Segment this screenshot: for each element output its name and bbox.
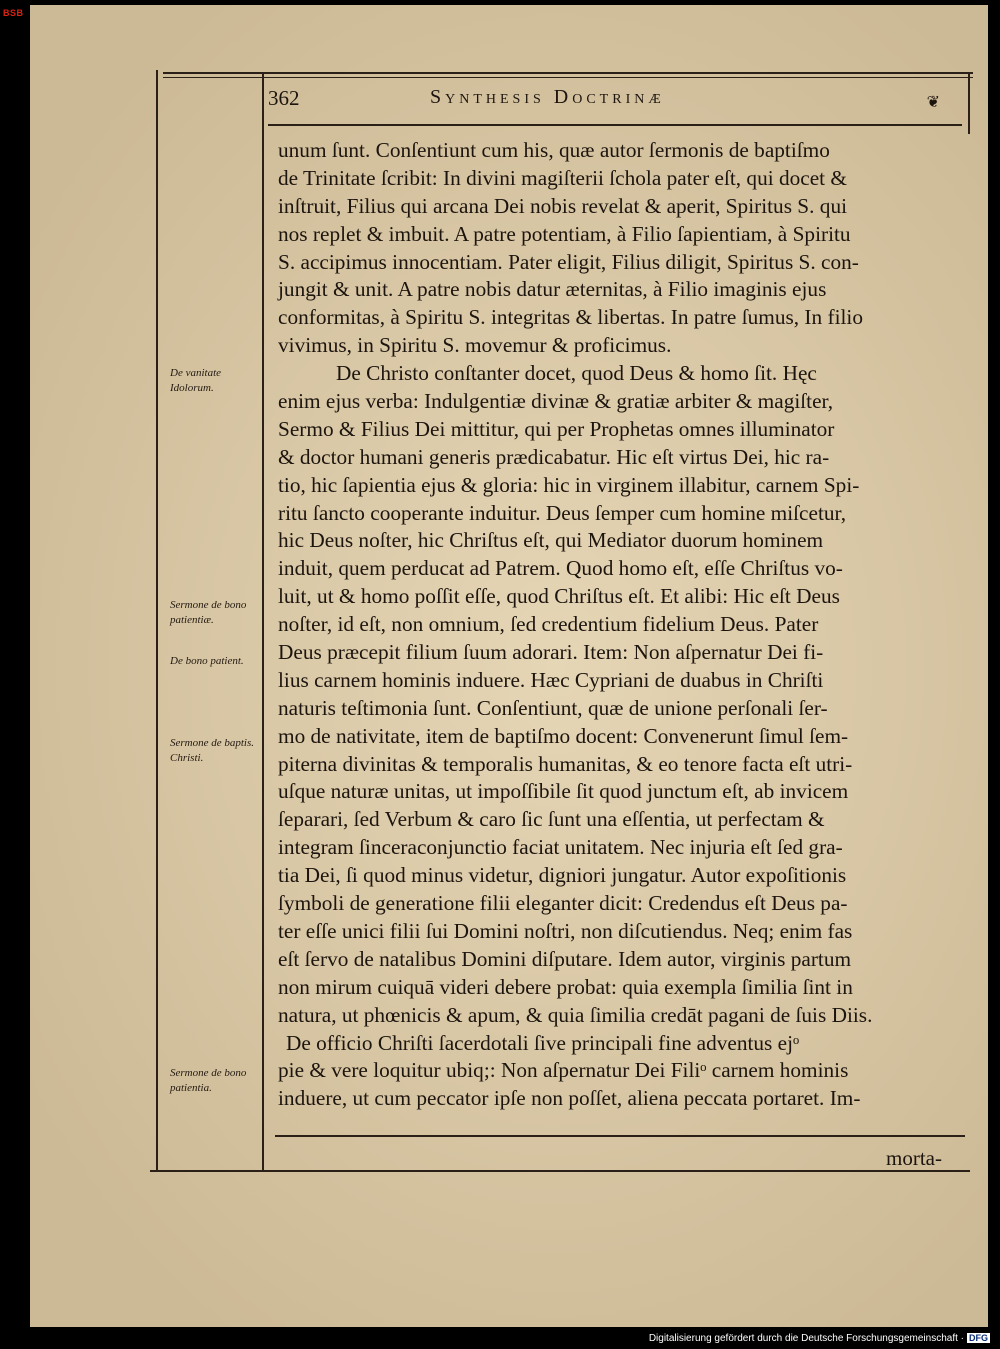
text-line: de Trinitate ſcribit: In divini magiſterii ſchola pater eſt, qui docet & — [278, 165, 847, 190]
margin-note: Sermone de baptis. Christi. — [170, 737, 255, 764]
text-line: unum ſunt. Conſentiunt cum his, quæ autor ſermonis de baptiſmo — [278, 138, 830, 162]
margin-note: De vanitate Idolorum. — [170, 367, 222, 394]
text-line: nos replet & imbuit. A patre potentiam, à Filio ſapientiam, à Spiritu — [278, 221, 851, 246]
text-line: noſter, id eſt, non omnium, ſed credentium fidelium Deus. Pater — [278, 612, 819, 637]
digitization-credit — [649, 1333, 990, 1344]
library-mark: BSB — [3, 8, 24, 18]
text-line: lius carnem hominis induere. Hæc Cypriani de duabus in Chriſti — [278, 667, 824, 692]
credit-text: Digitalisierung gefördert durch die Deutsche Forschungsgemeinschaft · — [648, 1333, 964, 1344]
text-line: ritu ſancto cooperante induitur. Deus ſemper cum homine miſcetur, — [278, 500, 847, 525]
frame-top-rule-inner — [163, 77, 973, 78]
text-bottom-rule — [275, 1135, 965, 1137]
text-line: induere, ut cum peccator ipſe non poſſet, aliena peccata portaret. Im- — [278, 1086, 861, 1111]
margin-column-rule — [262, 74, 264, 1170]
text-line: pie & vere loquitur ubiq;: Non aſpernatur Dei Filiᵒ carnem hominis — [278, 1058, 849, 1083]
fleuron-icon: ❦ — [926, 94, 940, 111]
text-line: piterna divinitas & temporalis humanitas, & eo tenore facta eſt utri- — [278, 751, 853, 776]
frame-bottom-rule — [150, 1170, 970, 1172]
page-header — [268, 86, 948, 118]
text-line: inſtruit, Filius qui arcana Dei nobis revelat & aperit, Spiritus S. qui — [278, 193, 848, 218]
right-rule — [968, 74, 970, 134]
text-line: ſymboli de generatione filii eleganter dicit: Credendus eſt Deus pa- — [278, 891, 848, 916]
body-text — [278, 137, 966, 1113]
frame-left-rule — [156, 70, 158, 1172]
text-line: eſt ſervo de natalibus Domini diſputare. Idem autor, virginis partum — [278, 946, 852, 971]
text-line: S. accipimus innocentiam. Pater eligit, Filius diligit, Spiritus S. con- — [278, 249, 859, 274]
header-underline — [268, 124, 962, 126]
text-line: Sermo & Filius Dei mittitur, qui per Prophetas omnes illuminator — [278, 416, 835, 441]
text-line: uſque naturæ unitas, ut impoſſibile ſit quod junctum eſt, ab invicem — [278, 779, 849, 804]
text-line: Deus præcepit filium ſuum adorari. Item: Non aſpernatur Dei fi- — [278, 640, 824, 665]
text-line: De officio Chriſti ſacerdotali ſive principali fine adventus ejᵒ — [286, 1030, 800, 1055]
text-line: integram ſinceraconjunctio faciat unitatem. Nec injuria eſt ſed gra- — [278, 835, 843, 860]
text-line: vivimus, in Spiritu S. movemur & proficimus. — [278, 333, 672, 358]
text-line: & doctor humani generis prædicabatur. Hic eſt virtus Dei, hic ra- — [278, 444, 830, 469]
text-line: mo de nativitate, item de baptiſmo docent: Convenerunt ſimul ſem- — [278, 723, 849, 748]
text-line: De Christo conſtanter docet, quod Deus & homo ſit. Hęc — [336, 361, 817, 386]
text-line: enim ejus verba: Indulgentiæ divinæ & gratiæ arbiter & magiſter, — [278, 389, 834, 414]
text-line: ſeparari, ſed Verbum & caro ſic ſunt una eſſentia, ut perfectam & — [278, 807, 825, 832]
text-line: tia Dei, ſi quod minus videtur, digniori jungatur. Autor expoſitionis — [278, 863, 847, 888]
text-line: luit, ut & homo poſſit eſſe, quod Chriſtus eſt. Et alibi: Hic eſt Deus — [278, 584, 840, 609]
margin-note: Sermone de bono patientiæ. — [170, 599, 247, 626]
page-number: 362 — [268, 86, 300, 110]
text-line: conformitas, à Spiritu S. integritas & libertas. In patre ſumus, In filio — [278, 305, 863, 330]
text-line: induit, quem perducat ad Patrem. Quod homo eſt, eſſe Chriſtus vo- — [278, 556, 843, 581]
text-line: ter eſſe unici filii ſui Domini noſtri, non diſcutiendus. Neq; enim fas — [278, 918, 853, 943]
catchword: morta- — [886, 1146, 942, 1170]
dfg-logo: DFG — [969, 1333, 988, 1343]
text-line: non mirum cuiquā videri debere probat: quia exempla ſimilia ſint in — [278, 974, 853, 999]
text-line: naturis teſtimonia ſunt. Conſentiunt, quæ de unione perſonali ſer- — [278, 695, 828, 720]
margin-note: De bono patient. — [170, 655, 244, 667]
text-line: tio, hic ſapientia ejus & gloria: hic in virginem illabitur, carnem Spi- — [278, 472, 860, 497]
text-line: hic Deus noſter, hic Chriſtus eſt, qui Mediator duorum hominem — [278, 528, 824, 553]
running-title: Synthesis Doctrinæ — [430, 86, 665, 108]
text-line: jungit & unit. A patre nobis datur æternitas, à Filio imaginis ejus — [278, 277, 827, 302]
margin-note: Sermone de bono patientia. — [170, 1067, 247, 1094]
frame-top-rule — [163, 72, 973, 74]
text-line: natura, ut phœnicis & apum, & quia ſimilia credāt pagani de ſuis Diis. — [278, 1002, 873, 1027]
